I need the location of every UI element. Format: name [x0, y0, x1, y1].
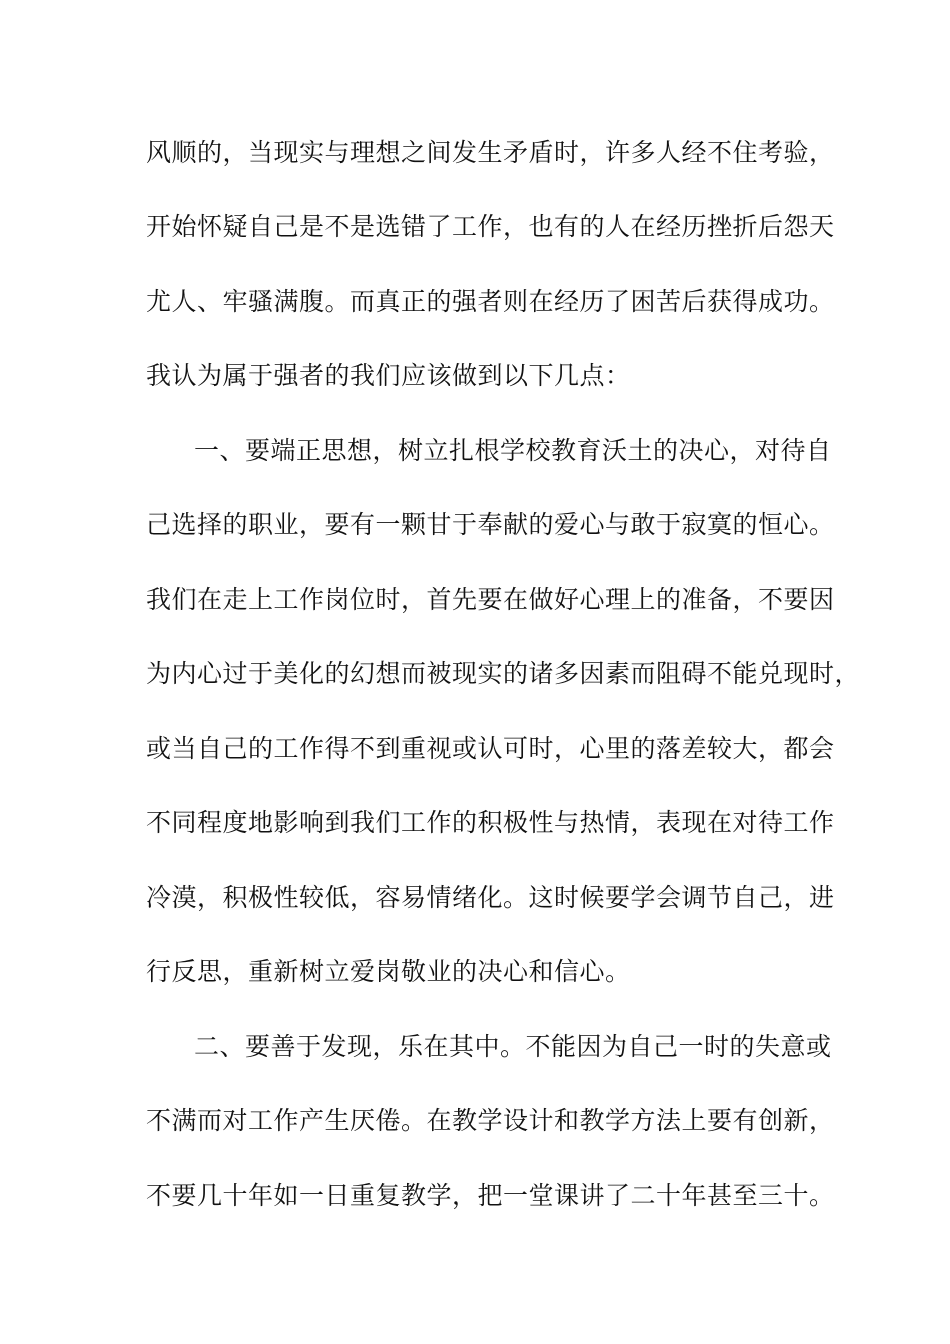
text-line: 我认为属于强者的我们应该做到以下几点： — [146, 361, 631, 390]
text-line: 不同程度地影响到我们工作的积极性与热情，表现在对待工作 — [146, 808, 835, 837]
text-line: 尤人、牢骚满腹。而真正的强者则在经历了困苦后获得成功。 — [146, 287, 835, 316]
text-line: 我们在走上工作岗位时，首先要在做好心理上的准备，不要因 — [146, 585, 835, 614]
text-line: 行反思，重新树立爱岗敬业的决心和信心。 — [146, 957, 631, 986]
paragraph-start-line: 一、要端正思想，树立扎根学校教育沃土的决心，对待自 — [194, 436, 832, 465]
text-line: 不要几十年如一日重复教学，把一堂课讲了二十年甚至三十。 — [146, 1181, 835, 1210]
text-line: 为内心过于美化的幻想而被现实的诸多因素而阻碍不能兑现时， — [146, 659, 861, 688]
text-line: 风顺的，当现实与理想之间发生矛盾时，许多人经不住考验， — [146, 138, 835, 167]
text-line: 开始怀疑自己是不是选错了工作，也有的人在经历挫折后怨天 — [146, 212, 835, 241]
text-line: 不满而对工作产生厌倦。在教学设计和教学方法上要有创新， — [146, 1106, 835, 1135]
paragraph-start-line: 二、要善于发现，乐在其中。不能因为自己一时的失意或 — [194, 1032, 832, 1061]
text-line: 冷漠，积极性较低，容易情绪化。这时候要学会调节自己，进 — [146, 883, 835, 912]
text-line: 己选择的职业，要有一颗甘于奉献的爱心与敢于寂寞的恒心。 — [146, 510, 835, 539]
text-line: 或当自己的工作得不到重视或认可时，心里的落差较大，都会 — [146, 734, 835, 763]
